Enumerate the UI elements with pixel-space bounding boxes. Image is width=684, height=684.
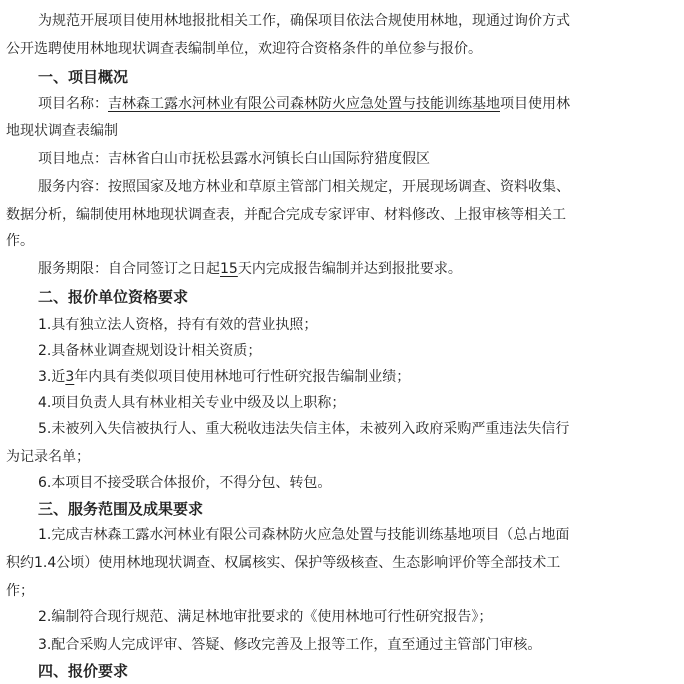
scope-item-1-line-1: 1.完成吉林森工露水河林业有限公司森林防火应急处置与技能训练基地项目（总占地面 bbox=[38, 527, 570, 543]
section-heading-scope: 三、服务范围及成果要求 bbox=[38, 500, 204, 518]
service-period-post: 天内完成报告编制并达到报批要求。 bbox=[237, 261, 462, 277]
project-name-label: 项目名称： bbox=[38, 96, 108, 112]
project-name-value: 吉林森工露水河林业有限公司森林防火应急处置与技能训练基地 bbox=[108, 96, 500, 112]
scope-item-1-line-3: 作； bbox=[6, 583, 34, 599]
service-period bbox=[0, 256, 684, 282]
qualification-item-3-post: 年内具有类似项目使用林地可行性研究报告编制业绩； bbox=[74, 369, 411, 385]
project-location: 项目地点：吉林省白山市抚松县露水河镇长白山国际狩猎度假区 bbox=[38, 151, 430, 167]
scope-item-1-line-2: 积约1.4公顷）使用林地现状调查、权属核实、保护等级核查、生态影响评价等全部技术工 bbox=[6, 555, 561, 571]
qualification-item-3-pre: 3.近 bbox=[38, 369, 66, 385]
service-content-line-3: 作。 bbox=[6, 233, 34, 249]
scope-item-2: 2.编制符合现行规范、满足林地审批要求的《使用林地可行性研究报告》； bbox=[38, 609, 493, 625]
qualification-item-2: 2.具备林业调查规划设计相关资质； bbox=[38, 343, 262, 359]
qualification-item-5-line-1: 5.未被列入失信被执行人、重大税收违法失信主体，未被列入政府采购严重违法失信行 bbox=[38, 421, 570, 437]
service-period-pre: 服务期限：自合同签订之日起 bbox=[38, 261, 220, 277]
service-period-days: 15 bbox=[220, 261, 238, 277]
service-content-line-1: 服务内容：按照国家及地方林业和草原主管部门相关规定，开展现场调查、资料收集、 bbox=[38, 179, 570, 195]
service-content-line-2: 数据分析，编制使用林地现状调查表，并配合完成专家评审、材料修改、上报审核等相关工 bbox=[6, 207, 566, 223]
qualification-item-3-years: 3 bbox=[65, 369, 75, 385]
qualification-item-3 bbox=[0, 364, 684, 390]
scope-item-3: 3.配合采购人完成评审、答疑、修改完善及上报等工作，直至通过主管部门审核。 bbox=[38, 637, 542, 653]
section-heading-qualification: 二、报价单位资格要求 bbox=[38, 288, 189, 306]
intro-line-2: 公开选聘使用林地现状调查表编制单位，欢迎符合资格条件的单位参与报价。 bbox=[6, 41, 482, 57]
section-heading-overview: 一、项目概况 bbox=[38, 68, 129, 86]
project-name-tail: 项目使用林 bbox=[500, 96, 570, 112]
qualification-item-4: 4.项目负责人具有林业相关专业中级及以上职称； bbox=[38, 395, 346, 411]
project-name-line bbox=[0, 91, 684, 117]
qualification-item-5-line-2: 为记录名单； bbox=[6, 449, 90, 465]
section-heading-quote: 四、报价要求 bbox=[38, 662, 129, 680]
qualification-item-6: 6.本项目不接受联合体报价，不得分包、转包。 bbox=[38, 475, 332, 491]
intro-line-1: 为规范开展项目使用林地报批相关工作，确保项目依法合规使用林地，现通过询价方式 bbox=[38, 13, 570, 29]
qualification-item-1: 1.具有独立法人资格，持有有效的营业执照； bbox=[38, 317, 318, 333]
project-name-wrap: 地现状调查表编制 bbox=[6, 123, 118, 139]
